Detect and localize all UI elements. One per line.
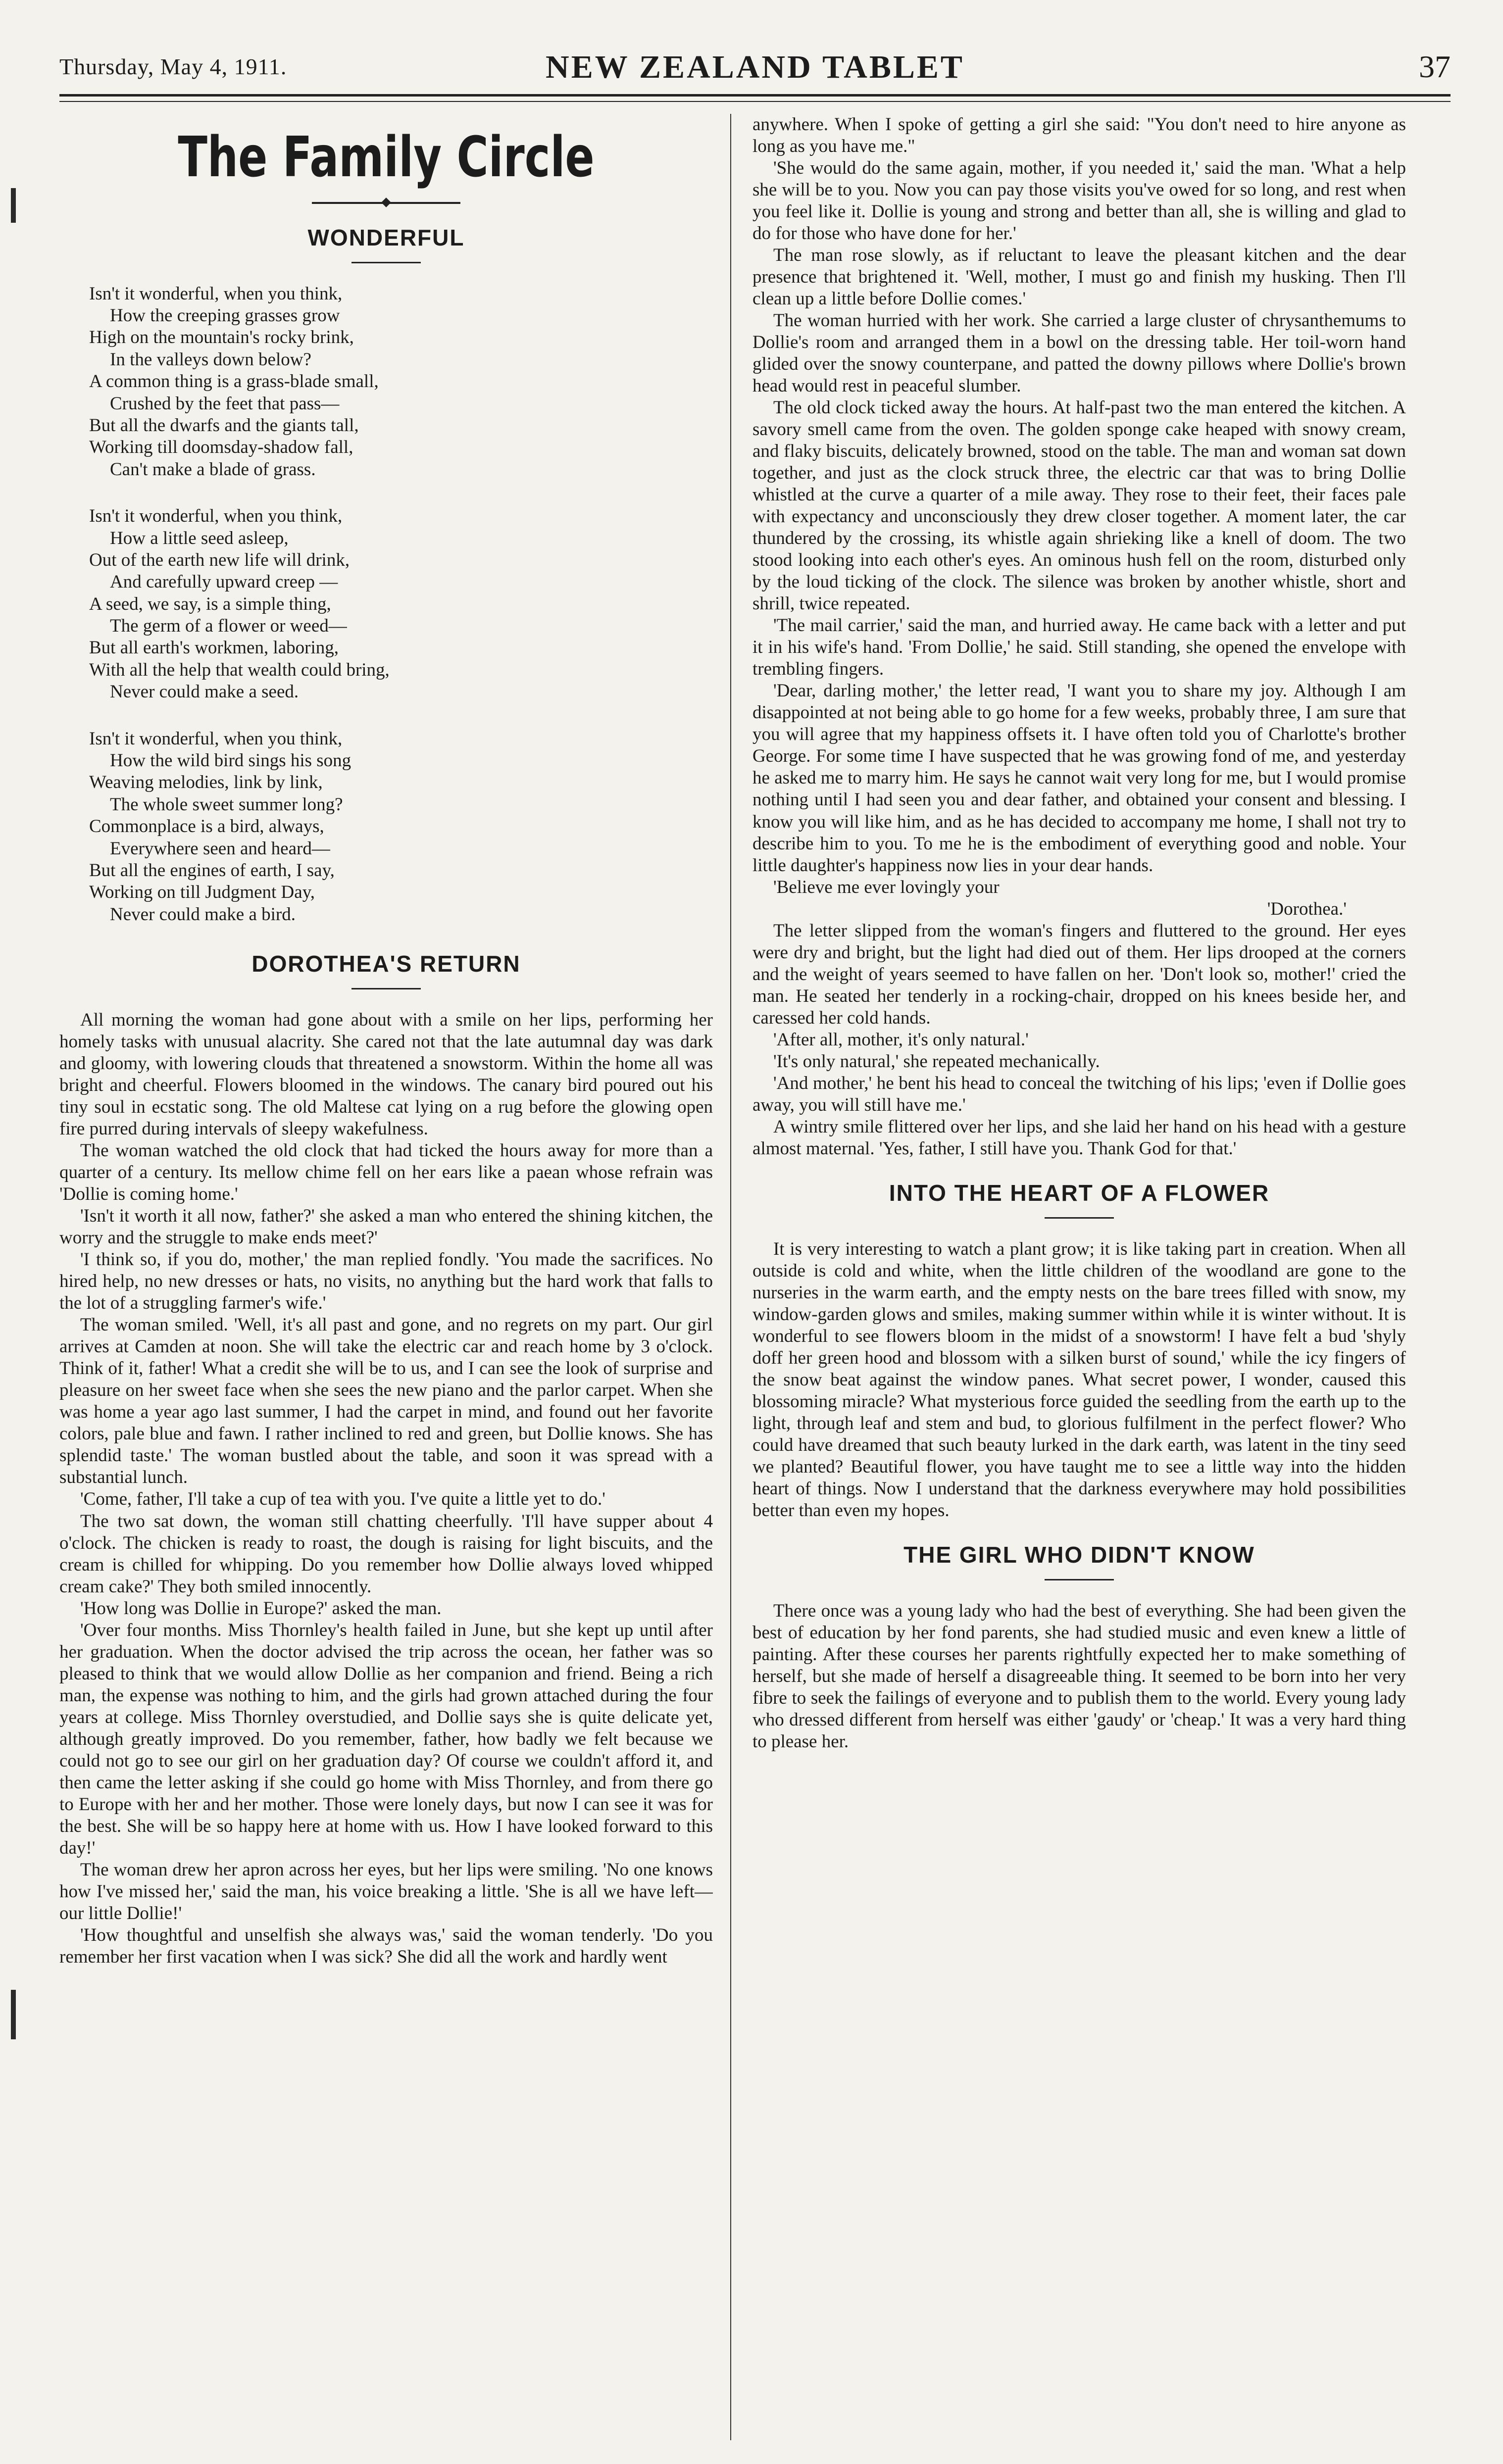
poem-line: And carefully upward creep — <box>110 572 338 592</box>
story-title: DOROTHEA'S RETURN <box>251 951 521 977</box>
poem-line: The whole sweet summer long? <box>110 794 343 815</box>
paragraph: The two sat down, the woman still chatting cheerfully. 'I'll have supper about 4 o'clock. The chicken is ready to roast, the dough is raising for light biscuits, and the cream is chilled for whipping. Do you remember how Dollie always loved whipped cream cake?' They both smiled innocently. <box>59 1511 713 1597</box>
poem-line: But all the engines of earth, I say, <box>89 860 335 881</box>
paragraph: 'And mother,' he bent his head to conceal the twitching of his lips; 'even if Dollie goes away, you will still have me.' <box>752 1073 1406 1115</box>
left-column <box>59 114 713 2440</box>
poem-line: Out of the earth new life will drink, <box>89 549 350 570</box>
poem-line: Can't make a blade of grass. <box>110 459 316 480</box>
paragraph: 'Come, father, I'll take a cup of tea with you. I've quite a little yet to do.' <box>80 1489 605 1510</box>
paragraph: 'I think so, if you do, mother,' the man replied fondly. 'You made the sacrifices. No hired help, no new dresses or hats, no visits, no anything but the hard work that falls to the lot of a struggling farmer's wife.' <box>59 1249 713 1314</box>
paragraph: anywhere. When I spoke of getting a girl she said: "You don't need to hire anyone as long as you have me." <box>752 114 1406 157</box>
header-rule <box>59 94 1451 97</box>
paragraph: It is very interesting to watch a plant grow; it is like taking part in creation. When all outside is cold and white, when the little children of the woodland are gone to the nurseries in the warm earth, and the empty nests on the bare trees filled with snow, my window-garden glows and smiles, making summer within while it is winter without. It is wonderful to see flowers bloom in the midst of a snowstorm! I have felt a bud 'shyly doff her green hood and blossom with a silken burst of sound,' while the icy fingers of the snow beat against the window panes. What secret power, I wonder, caused this blossoming miracle? What mysterious force guided the seedling from the earth up to the light, through leaf and stem and bud, to glorious fulfilment in the perfect flower? Who could have dreamed that such beauty lurked in the dark earth, was latent in the tiny seed we planted? Beautiful flower, you have taught me to see a little way into the hidden heart of things. Now I understand that the darkness everywhere may hold possibilities better than even my hopes. <box>752 1238 1406 1521</box>
paragraph: The woman drew her apron across her eyes, but her lips were smiling. 'No one knows how I've missed her,' said the man, his voice breaking a little. 'She is all we have left—our little Dollie!' <box>59 1859 713 1923</box>
paragraph: 'How thoughtful and unselfish she always was,' said the woman tenderly. 'Do you remember her first vacation when I was sick? She did all the work and hardly went <box>59 1924 713 1967</box>
poem-line: How a little seed asleep, <box>110 528 289 548</box>
paragraph: The man rose slowly, as if reluctant to leave the pleasant kitchen and the dear presence that brightened it. 'Well, mother, I must go and finish my husking. Then I'll clean up a little before Dollie comes.' <box>752 245 1406 309</box>
page-number: 37 <box>1419 49 1451 84</box>
column-divider <box>730 114 731 2440</box>
poem-stanza <box>89 728 713 926</box>
paragraph: 'Dear, darling mother,' the letter read, 'I want you to share my joy. Although I am disappointed at not being able to go home for a few weeks, probably three, I am sure that you will agree that my happiness offsets it. I have often told you of Charlotte's brother George. For some time I have suspected that he was growing fond of me, and yesterday he asked me to marry him. He says he cannot wait very long for me, but I would promise nothing until I had seen you and dear father, and obtained your consent and blessing. I know you will like him, and as he has decided to accompany me home, I shall not try to describe him to you. To me he is the embodiment of everything good and noble. Your little daughter's happiness now lies in your dear hands. <box>752 681 1406 876</box>
poem-line: Commonplace is a bird, always, <box>89 816 324 837</box>
paragraph: 'After all, mother, it's only natural.' <box>773 1029 1029 1050</box>
title-rule <box>1045 1579 1114 1580</box>
page-header <box>59 45 1451 99</box>
poem-line: A seed, we say, is a simple thing, <box>89 593 331 614</box>
poem-line: How the wild bird sings his song <box>110 750 351 771</box>
poem-line: Isn't it wonderful, when you think, <box>89 506 343 527</box>
poem-stanza <box>89 283 713 481</box>
paragraph: The woman hurried with her work. She carried a large cluster of chrysanthemums to Dollie's room and arranged them in a bowl on the dressing table. Her toil-worn hand glided over the snowy counterpane, and patted the downy pillows where Dollie's brown head would rest in peaceful slumber. <box>752 310 1406 396</box>
paragraph: 'It's only natural,' she repeated mechanically. <box>773 1051 1100 1072</box>
poem-line: Never could make a seed. <box>110 682 299 702</box>
poem-line: But all the dwarfs and the giants tall, <box>89 415 359 436</box>
scan-edge-mark <box>11 1990 16 2039</box>
poem <box>89 283 713 926</box>
scan-edge-mark <box>11 188 16 223</box>
header-rule-thin <box>59 101 1451 102</box>
poem-line: Isn't it wonderful, when you think, <box>89 283 343 304</box>
poem-line: In the valleys down below? <box>110 349 311 370</box>
poem-line: How the creeping grasses grow <box>110 305 340 326</box>
title-rule <box>351 988 421 989</box>
paragraph: 'The mail carrier,' said the man, and hurried away. He came back with a letter and put it in his wife's hand. 'From Dollie,' he said. Still standing, she opened the envelope with trembling fingers. <box>752 615 1406 680</box>
letter-signature: 'Dorothea.' <box>1267 898 1347 919</box>
ornament-divider <box>312 202 460 204</box>
paragraph: The old clock ticked away the hours. At half-past two the man entered the kitchen. A savory smell came from the oven. The golden sponge cake heaped with snowy cream, and flaky biscuits, delicately browned, stood on the table. The man and woman sat down together, and just as the clock struck three, the electric car that was to bring Dollie whistled at the curve a quarter of a mile away. They rose to their feet, their faces pale with expectancy and unconsciously they drew closer together. A moment later, the car thundered by the crossing, its whistle again shrieking like a knell of doom. The two stood looking into each other's eyes. An ominous hush fell on the room, disturbed only by the loud ticking of the clock. The silence was broken by another whistle, short and shrill, twice repeated. <box>752 397 1406 614</box>
title-rule <box>351 262 421 263</box>
paragraph: There once was a young lady who had the best of everything. She had been given the best of education by her fond parents, she had studied music and even knew a little of painting. After these courses her parents rightfully expected her to make something of herself, but she made of herself a disagreeable thing. It seemed to be born into her very fibre to seek the failings of everyone and to publish them to the world. Every young lady who dressed different from herself was either 'gaudy' or 'cheap.' It was a very hard thing to please her. <box>752 1600 1406 1752</box>
paragraph: 'How long was Dollie in Europe?' asked the man. <box>80 1598 442 1619</box>
title-rule <box>1045 1217 1114 1219</box>
paragraph: 'Believe me ever lovingly your <box>773 877 1000 897</box>
story-title: THE GIRL WHO DIDN'T KNOW <box>903 1541 1255 1568</box>
poem-stanza <box>89 505 713 703</box>
masthead-title: NEW ZEALAND TABLET <box>546 49 964 85</box>
paragraph: The woman watched the old clock that had ticked the hours away for more than a quarter of a century. Its mellow chime fell on her ears like a paean whose refrain was 'Dollie is coming home.' <box>59 1140 713 1205</box>
poem-line: Working till doomsday-shadow fall, <box>89 437 353 458</box>
poem-line: With all the help that wealth could bring, <box>89 659 390 680</box>
paragraph: 'Over four months. Miss Thornley's health failed in June, but she kept up until after her graduation. When the doctor advised the trip across the ocean, her father was so pleased to think that we would allow Dollie as her companion and friend. Being a rich man, the expense was nothing to him, and the girls had grown attached during the four years at college. Miss Thornley overstudied, and Dollie says she is quite delicate yet, although greatly improved. Do you remember, father, how badly we felt because we could not go to see our girl on her graduation day? Of course we couldn't afford it, and then came the letter asking if she could go home with Miss Thornley, and from there go to Europe with her and her mother. Those were lonely days, but now I can see it was for the best. She will be so happy here at home with us. How I have looked forward to this day!' <box>59 1620 713 1858</box>
poem-line: A common thing is a grass-blade small, <box>89 371 379 392</box>
paragraph: A wintry smile flittered over her lips, and she laid her hand on his head with a gesture almost maternal. 'Yes, father, I still have you. Thank God for that.' <box>752 1116 1406 1159</box>
poem-line: Crushed by the feet that pass— <box>110 393 340 414</box>
poem-title: WONDERFUL <box>307 224 465 250</box>
poem-line: Isn't it wonderful, when you think, <box>89 728 343 749</box>
right-column <box>752 114 1406 2440</box>
paragraph: 'Isn't it worth it all now, father?' she asked a man who entered the shining kitchen, the worry and the struggle to make ends meet?' <box>59 1206 713 1248</box>
paragraph: The letter slipped from the woman's fingers and fluttered to the ground. Her eyes were dry and bright, but the light had died out of them. Her lips drooped at the corners and the weight of years seemed to have fallen on her. 'Don't look so, mother!' cried the man. He seated her tenderly in a rocking-chair, dropped on his knees beside her, and caressed her cold hands. <box>752 920 1406 1028</box>
poem-line: High on the mountain's rocky brink, <box>89 327 354 348</box>
paragraph: 'She would do the same again, mother, if you needed it,' said the man. 'What a help she will be to you. Now you can pay those visits you've owed for so long, and rest when you feel like it. Dollie is young and strong and better than all, she is willing and glad to do for those who have done for her.' <box>752 158 1406 244</box>
poem-line: But all earth's workmen, laboring, <box>89 638 339 658</box>
paragraph: All morning the woman had gone about with a smile on her lips, performing her homely tasks with unusual alacrity. She cared not that the late autumnal day was dark and gloomy, with lowering clouds that threatened a snowstorm. Within the home all was bright and cheerful. Flowers bloomed in the windows. The canary bird poured out his tiny soul in ecstatic song. The old Maltese cat lying on a rug before the glowing open fire purred during intervals of sleepy wakefulness. <box>59 1010 713 1139</box>
poem-line: Everywhere seen and heard— <box>110 838 330 859</box>
story-title: INTO THE HEART OF A FLOWER <box>889 1180 1270 1206</box>
poem-line: Weaving melodies, link by link, <box>89 772 323 793</box>
paragraph: The woman smiled. 'Well, it's all past and gone, and no regrets on my part. Our girl arrives at Camden at noon. She will take the electric car and reach home by 3 o'clock. Think of it, father! What a credit she will be to us, and I can see the look of surprise and pleasure on her sweet face when she sees the new piano and the parlor carpet. When she was home a year ago last summer, I had the carpet in mind, and found out her favorite colors, pale blue and fawn. I rather inclined to red and green, but Dollie knows. She has splendid taste.' The woman bustled about the table, and soon it was spread with a substantial lunch. <box>59 1315 713 1488</box>
poem-line: Never could make a bird. <box>110 904 296 925</box>
section-title: The Family Circle <box>178 125 595 190</box>
poem-line: The germ of a flower or weed— <box>110 616 347 637</box>
header-date: Thursday, May 4, 1911. <box>59 54 287 79</box>
poem-line: Working on till Judgment Day, <box>89 882 315 903</box>
